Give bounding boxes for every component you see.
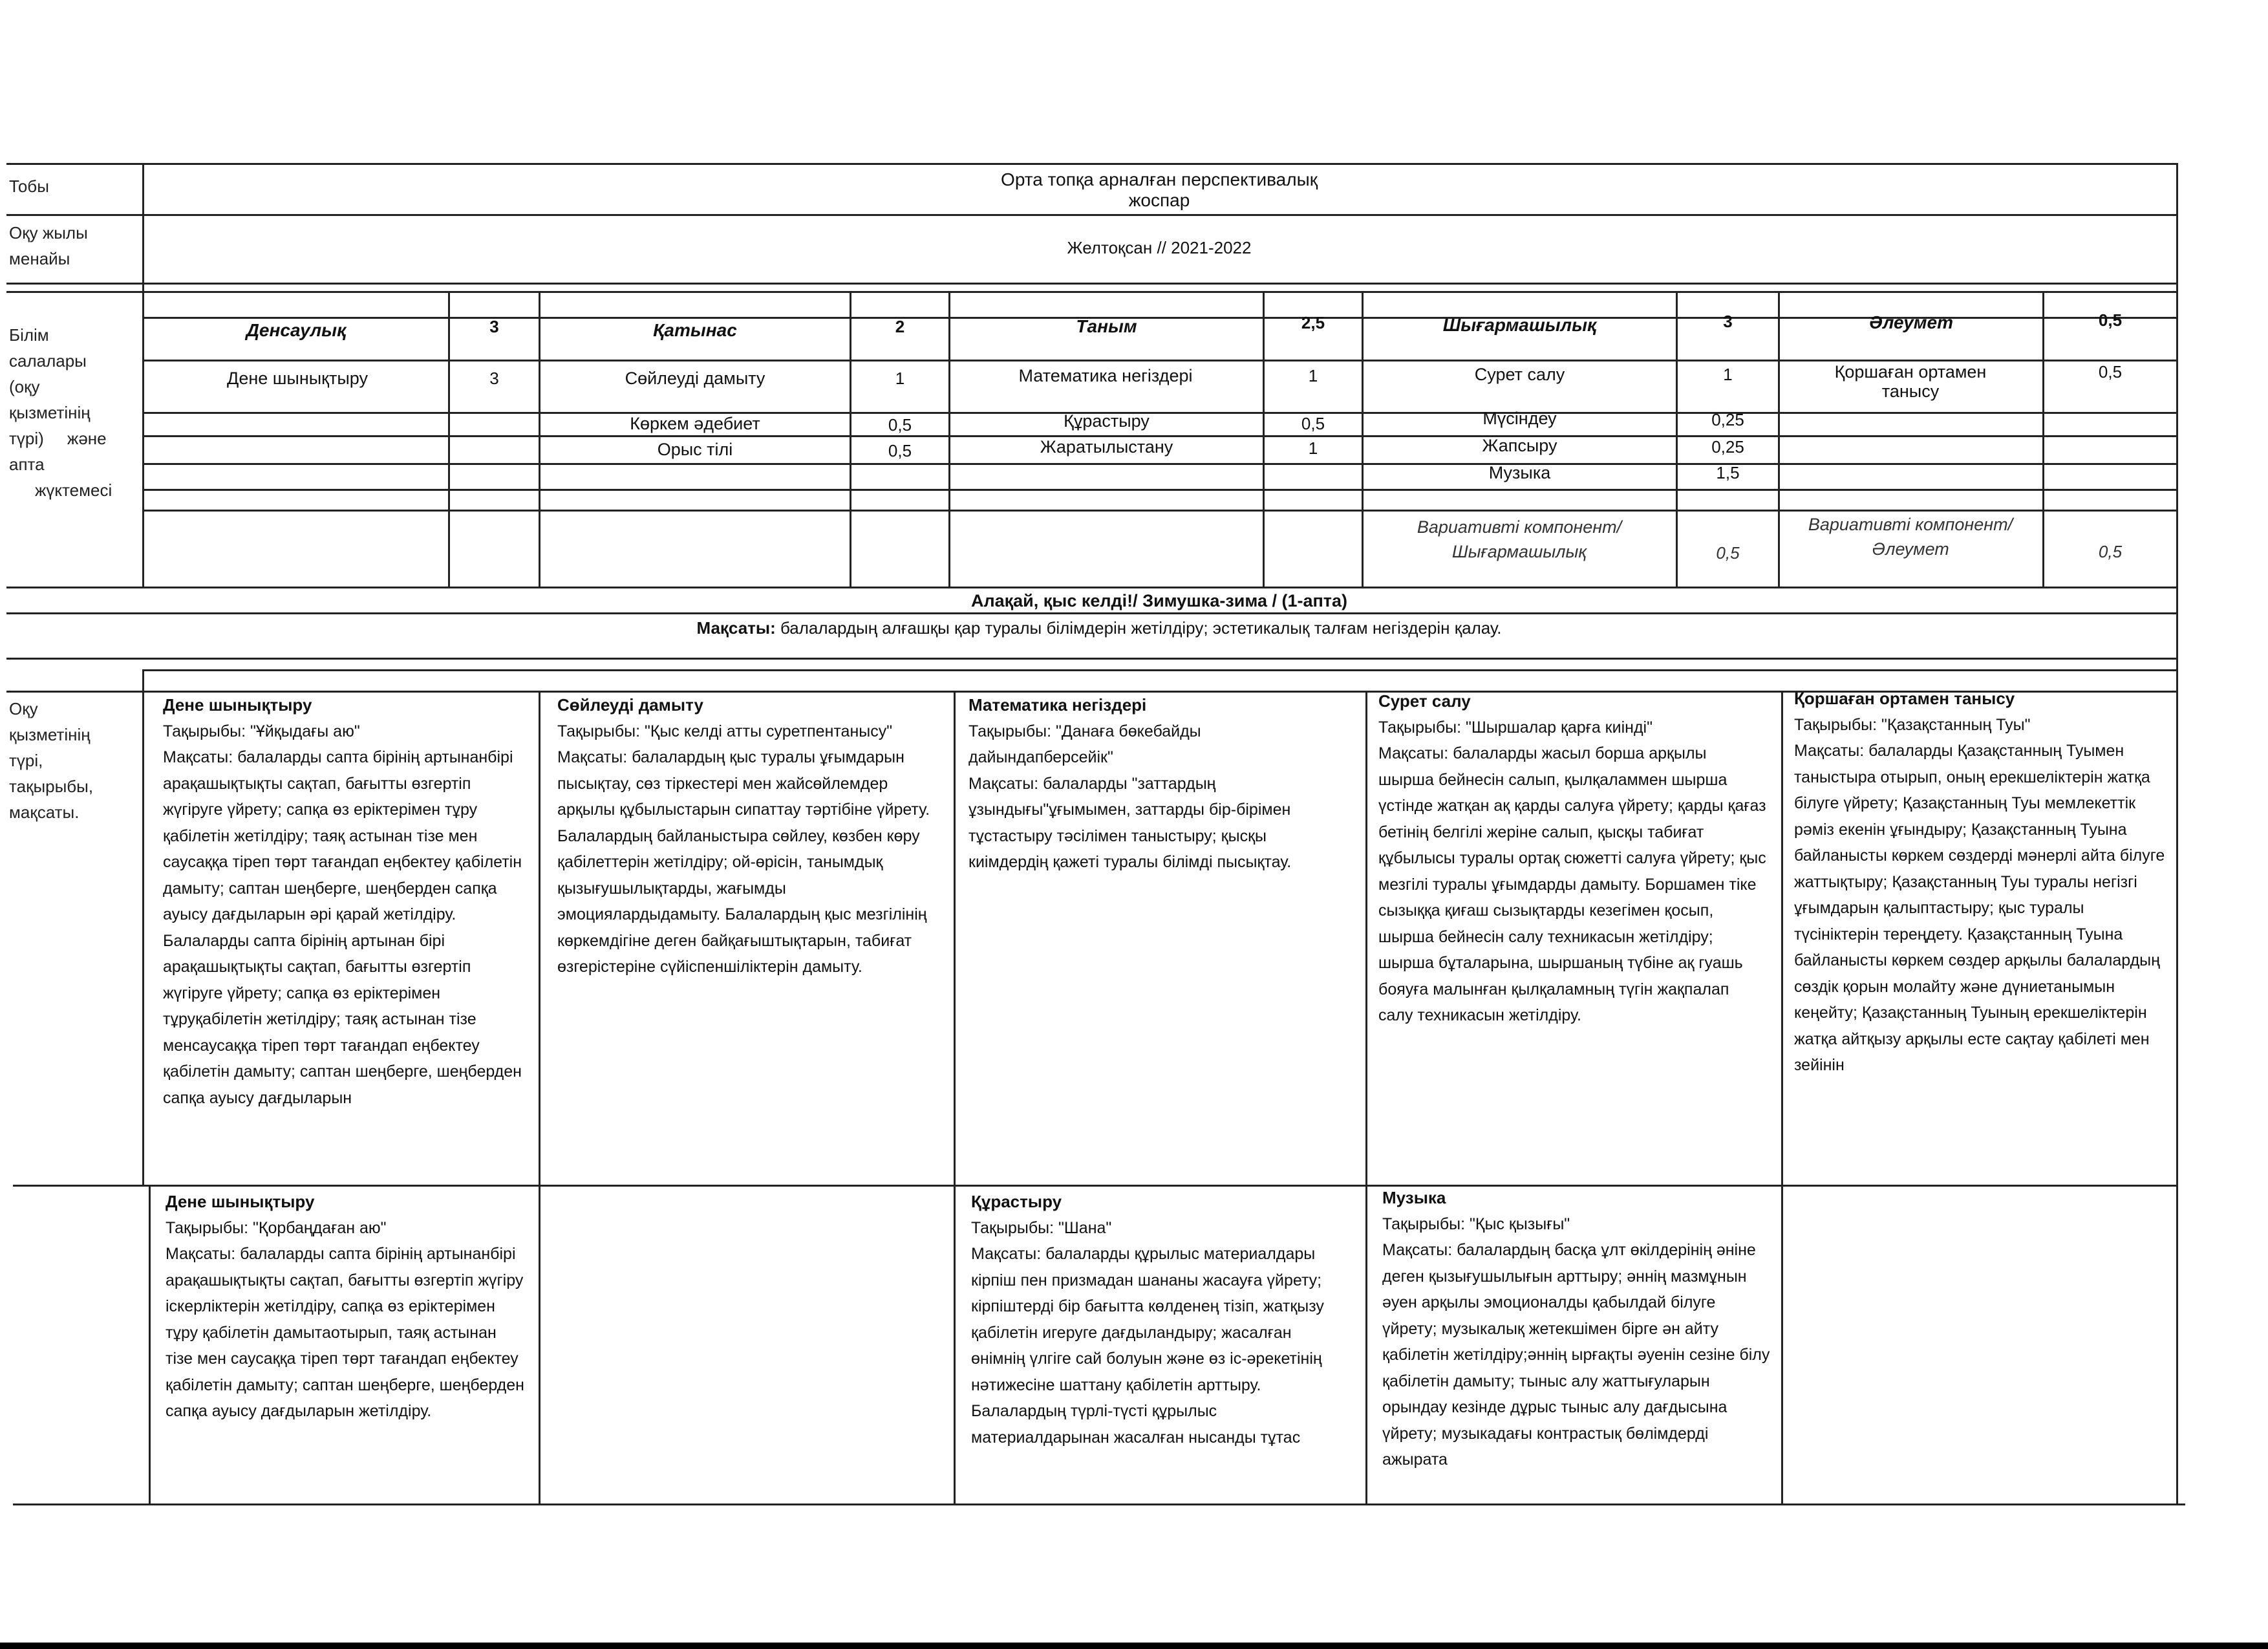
subject-hours: 0,5 (888, 415, 912, 435)
lesson-cell (971, 1189, 1349, 1450)
lesson-goal: Мақсаты: балаларды құрылыс материалдары кірпіш пен призмадан шананы жасауға үйрету; кірпіштерді бір бағытта көлденең тізіп, жатқызу қабілетін игеруге дағдыландыру; жасалған өнімнің үлгіге сай болуын және өз іс-әрекетінің нәтижесіне шаттану қабілетін арттыру. Балалардың түрлі-түсті құрылыс материалдарынан жасалған нысанды тұтас (971, 1245, 1324, 1447)
lesson-topic: Тақырыбы: "Данаға бөкебайды дайындапберсейік" (968, 722, 1201, 766)
lesson-cell (166, 1189, 528, 1425)
lesson-goal: Мақсаты: балаларды жасыл борша арқылы шырша бейнесін салып, қылқаламмен шырша үстінде жатқан ақ қарды салуға үйрету; қарды қағаз бетінің белгілі жеріне салып, қысқы табиғат құбылысы туралы ортақ сюжетті салуға үйрету; қыс мезгілі туралы ұғымдарды дамыту. Боршамен тіке сызыққа қиғаш сызықтарды кезегімен қосып, шырша бейнесін салу техникасын жетілдіру; шырша бұталарына, шыршаның түбіне ақ гуашь бояуға малынған қылқаламның түгін жақпалап салу техникасын жетілдіру. (1378, 744, 1766, 1024)
scan-edge-bar (0, 1643, 2268, 1649)
subject-hours: 1 (895, 369, 905, 388)
variative-hours: 0,5 (1716, 543, 1740, 563)
lesson-topic: Тақырыбы: "Шыршалар қарға киінді" (1378, 718, 1653, 737)
subject-name: Дене шынықтыру (227, 369, 368, 388)
lesson-cell (557, 692, 939, 980)
lesson-topic: Тақырыбы: "Қорбаңдаған аю" (166, 1218, 387, 1237)
area-name: Шығармашылық (1442, 315, 1597, 335)
group-label: Тобы (9, 177, 49, 196)
lesson-goal: Мақсаты: балаларды "заттардың ұзындығы"ұғымымен, заттарды бір-бірімен тұстастыру тәсілімен таныстыру; қысқы киімдердің қажеті туралы білімді пысықтау. (968, 774, 1292, 871)
lesson-topic: Тақырыбы: "Қыс келді атты суретпентанысу" (557, 722, 893, 740)
lesson-cell (1378, 688, 1766, 1029)
year-label-line2: менайы (9, 249, 70, 268)
lesson-goal: Мақсаты: балалардың қыс туралы ұғымдарын пысықтау, сөз тіркестері мен жайсөйлемдер арқылы құбылыстарын сипаттау тәртібіне үйрету. Балалардың байланыстыра сөйлеу, көзбен көру қабілеттерін жетілдіру; ой-өрісін, танымдық қызығушылықтарды, жағымды эмоциялардыдамыту. Балалардың қыс мезгілінің көркемдігіне деген байқағыштықтарын, табиғат өзгерістеріне сүйіспеншіліктерін дамыту. (557, 748, 930, 976)
activity-label-line: тақырыбы, (9, 777, 94, 796)
variative-name: Вариативті компонент/Әлеумет (1808, 515, 2013, 559)
month-year: Желтоқсан // 2021-2022 (1067, 238, 1252, 257)
activity-label-line: түрі, (9, 751, 43, 770)
lesson-subject: Математика негіздері (968, 695, 1147, 715)
variative-hours: 0,5 (2098, 542, 2123, 561)
subject-hours: 0,25 (1711, 437, 1744, 457)
area-hours: 2,5 (1301, 313, 1325, 332)
load-label-line: салалары (9, 351, 87, 371)
plan-title-line1: Орта топқа арналған перспективалық (1001, 169, 1318, 189)
load-label-line: түрі) және (9, 429, 107, 448)
subject-name: Құрастыру (1064, 411, 1150, 431)
lesson-cell (1382, 1185, 1770, 1473)
subject-name: Орыс тілі (657, 440, 733, 459)
subject-hours: 0,5 (888, 441, 912, 460)
activity-label (9, 696, 138, 825)
subject-name: Математика негіздері (1018, 366, 1193, 385)
activity-label-line: Оқу (9, 699, 38, 718)
activity-label-line: мақсаты. (9, 803, 80, 822)
year-label (9, 220, 88, 272)
subject-name: Жаратылыстану (1040, 437, 1173, 457)
variative-name: Вариативті компонент/Шығармашылық (1417, 517, 1622, 561)
area-hours: 0,5 (2098, 310, 2123, 330)
lesson-goal: Мақсаты: балаларды Қазақстанның Туымен таныстыра отырып, оның ерекшеліктерін жатқа білуге үйрету; Қазақстанның Туы мемлекеттік рәміз екенін ұғындыру; Қазақстанның Туына байланысты көркем сөздерді мәнерлі айта білуге жаттықтыру; Қазақстанның Туы туралы негізгі ұғымдарын қалыптастыру; қыс туралы түсініктерін тереңдету. Қазақстанның Туына байланысты көркем сөздер арқылы балалардың сөздік қорын молайту және дүниетанымын кеңейту; Қазақстанның Туының ерекшеліктерін жатқа айтқызу арқылы есте сақтау қабілеті мен зейінін (1794, 742, 2165, 1074)
plan-title-line2: жоспар (1128, 190, 1190, 210)
week-theme: Алақай, қыс келді!/ Зимушка-зима / (1-апта) (970, 591, 1348, 610)
lesson-extra: Балаларды сапта бірінің артынан бірі арақашықтықты сақтап, бағытты өзгертіп жүгіруге үйрету; сапқа өз еріктерімен тұруқабілетін жетілдіру; таяқ астынан тізе менсаусаққа тіреп төрт тағандап еңбектеу қабілетін дамыту; саптан шеңберге, шеңберден сапқа ауысу дағдыларын (163, 931, 522, 1107)
lesson-cell (968, 692, 1347, 876)
week-goal-text: балалардың алғашқы қар туралы білімдерін жетілдіру; эстетикалық талғам негіздерін қалау. (775, 618, 1502, 638)
year-label-line1: Оқу жылы (9, 223, 88, 242)
lesson-goal: Мақсаты: балалардың басқа ұлт өкілдерінің әніне деген қызығушылығын арттыру; әннің мазмұнын әуен арқылы эмоционалды қабылдай білуге үйрету; музыкалық жетекшімен бірге ән айту қабілетін жетілдіру;әннің ырғақты әуенін сезіне білу қабілетін дамыту; тыныс алу жаттығуларын орындау кезінде дұрыс тыныс алу дағдысына үйрету; музыкадағы контрастық бөлімдерді ажырата (1382, 1241, 1770, 1469)
lesson-topic: Тақырыбы: "Қазақстанның Туы" (1794, 715, 2031, 734)
lesson-topic: Тақырыбы: "Қыс қызығы" (1382, 1214, 1570, 1233)
load-label-line: қызметінің (9, 403, 91, 422)
lesson-subject: Дене шынықтыру (166, 1192, 315, 1211)
activity-label-line: қызметінің (9, 725, 91, 744)
subject-hours: 1,5 (1716, 463, 1740, 482)
lesson-subject: Музыка (1382, 1188, 1446, 1207)
subject-hours: 3 (489, 369, 499, 388)
subject-name: Көркем әдебиет (630, 414, 760, 433)
area-hours: 2 (895, 317, 905, 336)
subject-hours: 0,5 (1301, 414, 1325, 433)
lesson-subject: Сурет салу (1378, 691, 1471, 711)
load-label-line: апта (9, 455, 45, 474)
lesson-topic: Тақырыбы: "Ұйқыдағы аю" (163, 722, 360, 740)
area-name: Таным (1076, 316, 1137, 336)
week-goal-label: Мақсаты: (696, 618, 776, 638)
plan-title (142, 169, 2176, 211)
subject-hours: 1 (1308, 438, 1318, 458)
area-name: Денсаулық (246, 320, 347, 340)
subject-hours: 1 (1723, 365, 1733, 384)
load-label-line: (оқу (9, 377, 40, 396)
subject-hours: 0,5 (2098, 362, 2123, 382)
load-label-line: Білім (9, 325, 49, 345)
subject-name: Музыка (1488, 463, 1551, 482)
subject-name: Жапсыру (1482, 436, 1557, 455)
lesson-subject: Қоршаған ортамен танысу (1794, 689, 2015, 708)
subject-name: Мүсіндеу (1482, 409, 1557, 428)
load-label (9, 322, 138, 503)
lesson-subject: Сөйлеуді дамыту (557, 695, 703, 715)
subject-name: Сурет салу (1474, 365, 1565, 384)
area-hours: 3 (1723, 312, 1733, 331)
week-goal (647, 618, 1552, 638)
lesson-goal: Мақсаты: балаларды сапта бірінің артынанбірі арақашықтықты сақтап, бағытты өзгертіп жүгіру іскерліктерін жетілдіру, сапқа өз еріктерімен тұру қабілетін дамытаотырып, таяқ астынан тізе мен саусаққа тіреп төрт тағандап еңбектеу қабілетін дамыту; саптан шеңберге, шеңберден сапқа ауысу дағдыларын жетілдіру. (166, 1245, 524, 1420)
subject-name: Сөйлеуді дамыту (625, 369, 765, 388)
lesson-subject: Дене шынықтыру (163, 695, 312, 715)
area-name: Әлеумет (1869, 312, 1953, 332)
lesson-topic: Тақырыбы: "Шана" (971, 1218, 1112, 1237)
load-label-line: жүктемесі (35, 480, 112, 500)
subject-hours: 0,25 (1711, 410, 1744, 429)
lesson-goal: Мақсаты: балаларды сапта бірінің артынанбірі арақашықтықты сақтап, бағытты өзгертіп жүгіруге үйрету; сапқа өз еріктерімен тұру қабілетін жетілдіру; таяқ астынан тізе мен саусаққа тіреп төрт тағандап еңбектеу қабілетін дамыту; саптан шеңберге, шеңберден сапқа ауысу дағдыларын әрі қарай жетілдіру. (163, 748, 522, 923)
lesson-cell (163, 692, 528, 1180)
subject-hours: 1 (1308, 366, 1318, 385)
lesson-subject: Құрастыру (971, 1192, 1062, 1211)
area-hours: 3 (489, 317, 499, 336)
subject-name: Қоршаған ортамен танысу (1834, 362, 1987, 401)
area-name: Қатынас (653, 320, 737, 340)
lesson-cell (1794, 685, 2172, 1079)
